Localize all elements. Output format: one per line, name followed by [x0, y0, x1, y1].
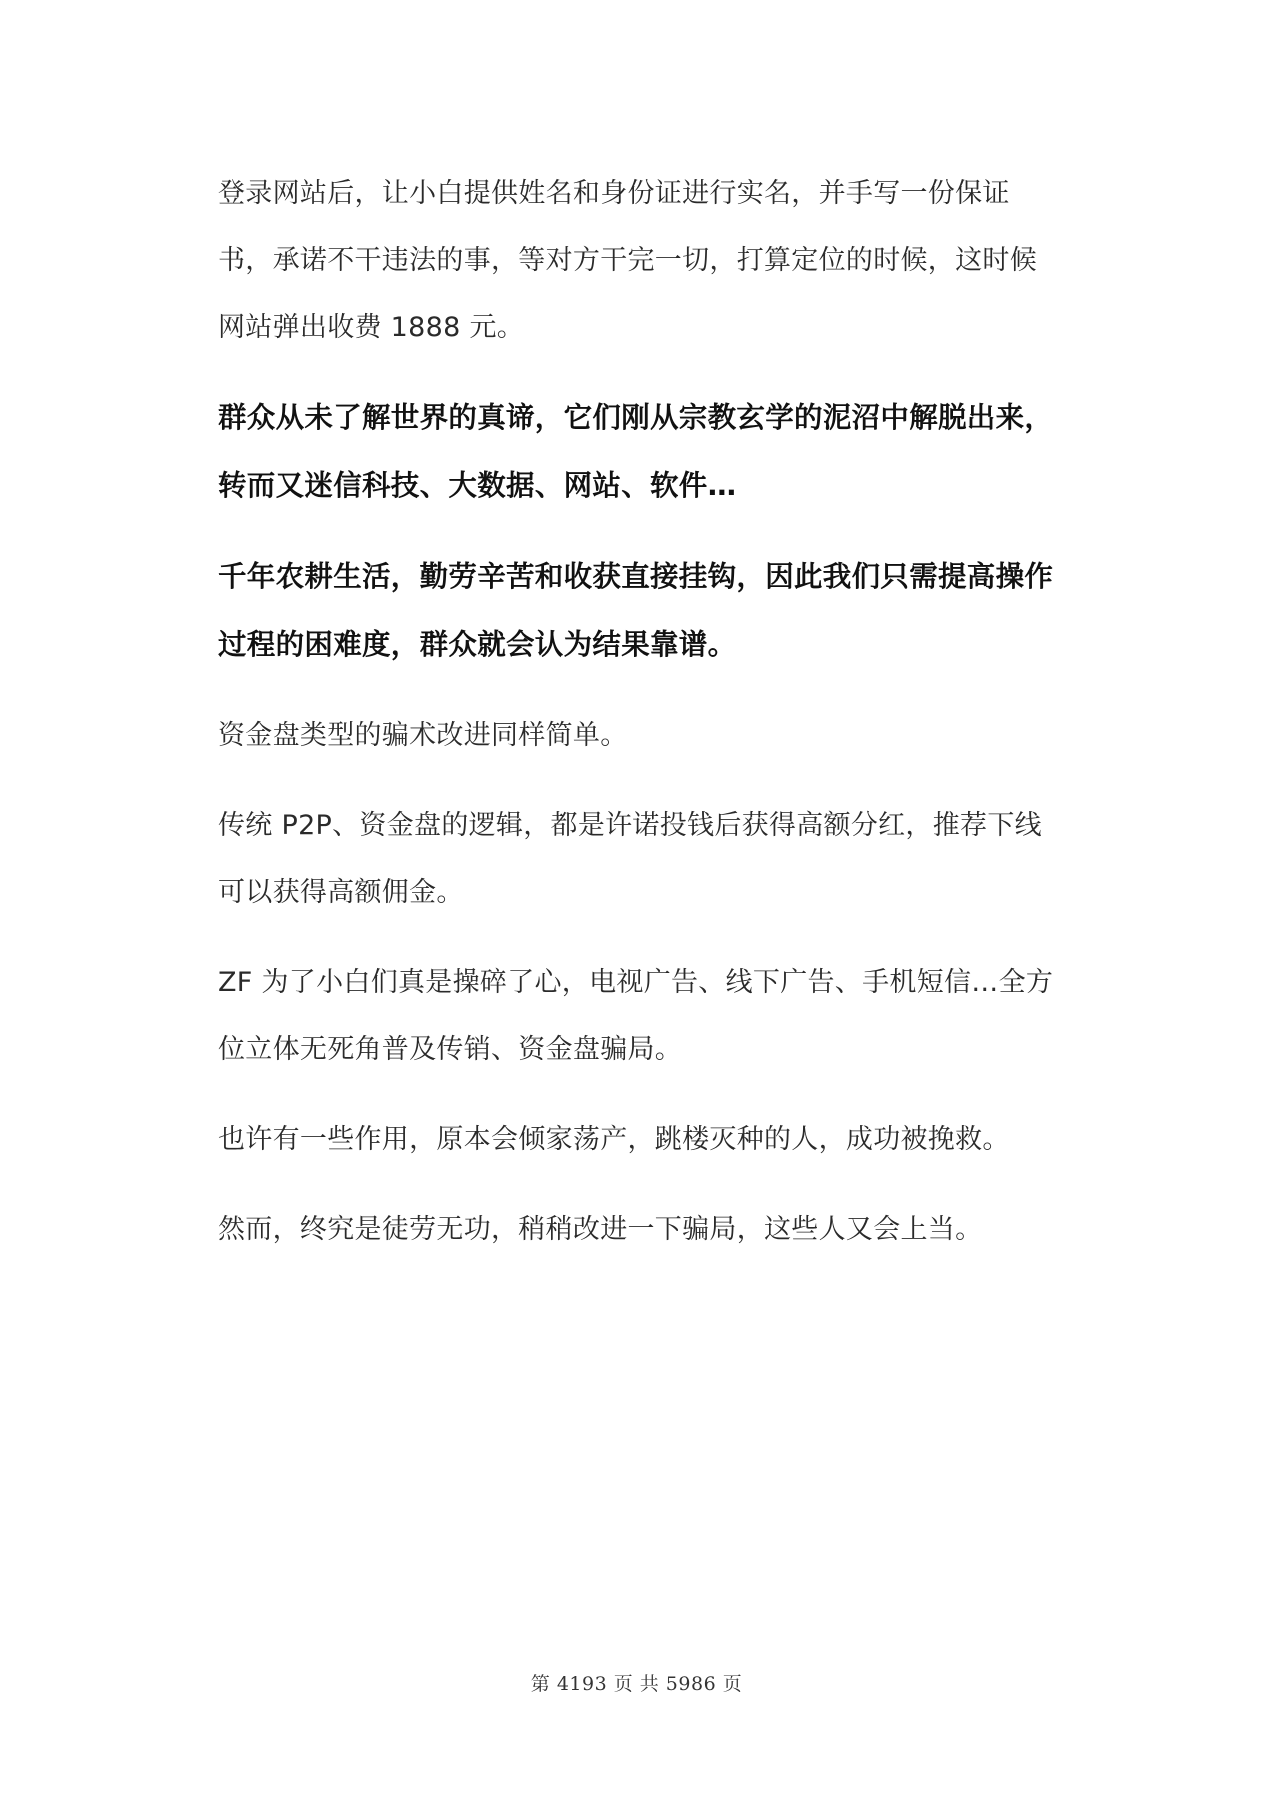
paragraph-fund-scheme-improvement: 资金盘类型的骗术改进同样简单。 — [218, 720, 628, 751]
paragraph-superstition-technology: 群众从未了解世界的真谛，它们刚从宗教玄学的泥沼中解脱出来，转而又迷信科技、大数据、网站、软件… — [218, 401, 1054, 502]
paragraph-real-name-registration: 登录网站后，让小白提供姓名和身份证进行实名，并手写一份保证书，承诺不干违法的事，等对方干完一切，打算定位的时候，这时候网站弹出收费 1888 元。 — [218, 178, 1037, 343]
paragraph-futile-effort: 然而，终究是徒劳无功，稍稍改进一下骗局，这些人又会上当。 — [218, 1214, 983, 1245]
document-body — [218, 160, 1060, 1263]
paragraph-government-campaign: ZF 为了小白们真是操碎了心，电视广告、线下广告、手机短信…全方位立体无死角普及传销、资金盘骗局。 — [218, 967, 1054, 1065]
paragraph-farming-difficulty: 千年农耕生活，勤劳辛苦和收获直接挂钩，因此我们只需提高操作过程的困难度，群众就会认为结果靠谱。 — [218, 560, 1054, 661]
paragraph-some-effect: 也许有一些作用，原本会倾家荡产，跳楼灭种的人，成功被挽救。 — [218, 1124, 1010, 1155]
page-number-footer: 第 4193 页 共 5986 页 — [530, 1673, 743, 1695]
paragraph-p2p-logic: 传统 P2P、资金盘的逻辑，都是许诺投钱后获得高额分红，推荐下线可以获得高额佣金。 — [218, 810, 1042, 908]
